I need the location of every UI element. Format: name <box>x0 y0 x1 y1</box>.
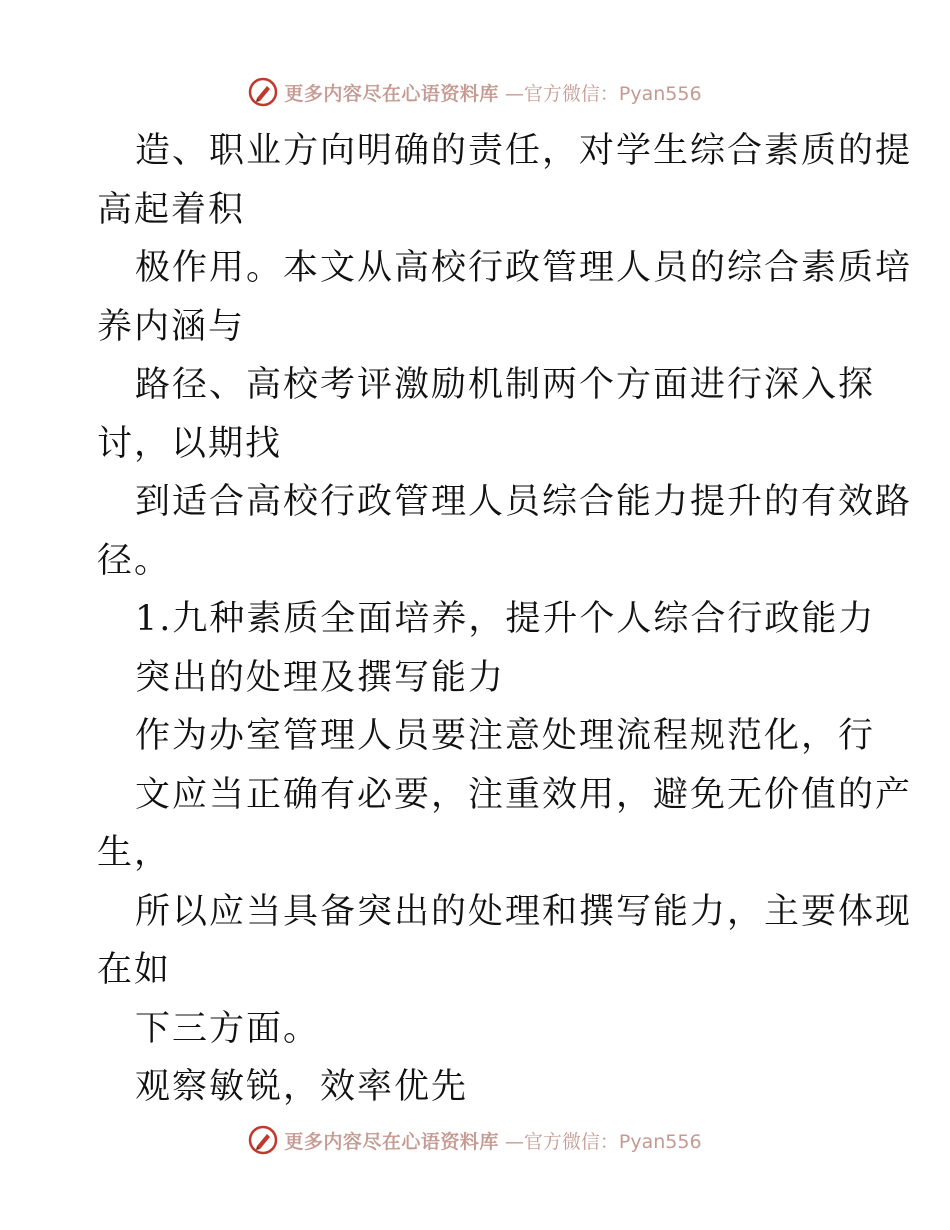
text-line: 生， <box>97 833 172 873</box>
text-line: 造、职业方向明确的责任，对学生综合素质的提 <box>135 131 913 171</box>
text-line: 径。 <box>97 540 172 581</box>
document-body <box>97 122 913 1117</box>
pen-logo-icon <box>248 77 278 107</box>
pen-logo-icon <box>248 1125 278 1155</box>
text-line: 讨，以期找 <box>97 423 283 464</box>
text-line: 所以应当具备突出的处理和撰写能力，主要体现 <box>135 891 913 932</box>
section-heading: 1.九种素质全面培养，提升个人综合行政能力 <box>135 599 876 639</box>
text-line: 在如 <box>97 950 172 990</box>
watermark-main-text: 更多内容尽在心语资料库 <box>284 82 499 105</box>
header-watermark <box>0 72 950 112</box>
text-line: 高起着积 <box>97 189 246 230</box>
text-line: 文应当正确有必要，注重效用，避免无价值的产 <box>135 774 913 815</box>
subsection-heading: 突出的处理及撰写能力 <box>135 657 506 698</box>
watermark-suffix-text: —官方微信：Pyan556 <box>504 82 702 105</box>
text-line: 到适合高校行政管理人员综合能力提升的有效路 <box>135 482 913 522</box>
text-line: 观察敏锐，效率优先 <box>135 1067 469 1107</box>
text-line: 路径、高校考评激励机制两个方面进行深入探 <box>135 365 876 405</box>
text-line: 作为办室管理人员要注意处理流程规范化，行 <box>135 716 876 756</box>
text-line: 养内涵与 <box>97 306 246 347</box>
text-line: 极作用。本文从高校行政管理人员的综合素质培 <box>135 248 913 288</box>
watermark-main-text: 更多内容尽在心语资料库 <box>284 1130 499 1153</box>
footer-watermark <box>0 1120 950 1160</box>
watermark-suffix-text: —官方微信：Pyan556 <box>504 1130 702 1153</box>
text-line: 下三方面。 <box>135 1008 321 1049</box>
